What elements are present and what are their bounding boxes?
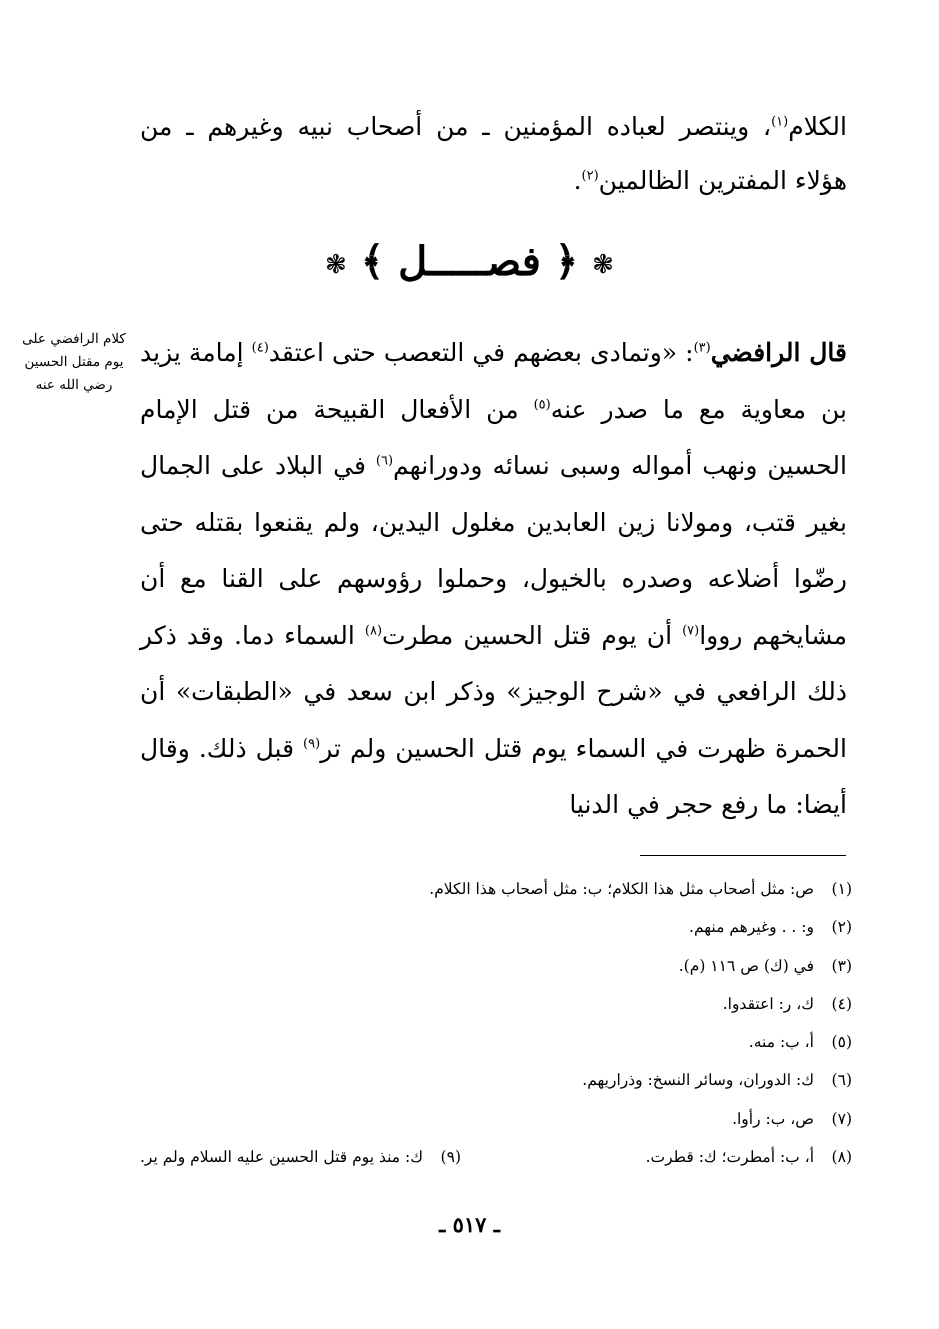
footnote	[140, 1100, 852, 1138]
footnote-number: (٥)	[831, 1033, 852, 1052]
footnote	[140, 1023, 852, 1061]
footnotes-list	[140, 870, 852, 1176]
footnote-inline	[140, 1138, 461, 1176]
footnote-text: أ، ب: أمطرت؛ ك: قطرت.	[645, 1148, 814, 1167]
footnote-ref-9[interactable]: (٩)	[303, 736, 321, 752]
footnote-text: و: . . وغيرهم منهم.	[689, 918, 814, 937]
heading-title: فصـــــل	[398, 238, 541, 285]
footnote-ref-5[interactable]: (٥)	[533, 397, 551, 413]
ornament-icon: ❃	[592, 250, 614, 280]
intro-text: ، وينتصر لعباده المؤمنين ـ من أصحاب نبيه وغيرهم ـ من هؤلاء المفترين الظالمين	[140, 112, 847, 195]
main-text: من الأفعال القبيحة من قتل الإمام الحسين ونهب أمواله وسبى نسائه ودورانهم	[140, 394, 847, 480]
footnote	[140, 1138, 852, 1176]
footnote-ref-1[interactable]: (١)	[771, 114, 789, 130]
intro-paragraph	[140, 100, 847, 208]
ornament-icon: ❃	[325, 250, 347, 280]
page-number: ـ ٥١٧ ـ	[439, 1212, 500, 1237]
intro-text: الكلام	[788, 112, 847, 141]
footnote-ref-6[interactable]: (٦)	[375, 453, 394, 469]
footnote-number: (٢)	[831, 918, 852, 937]
main-text: في البلاد على الجمال بغير قتب، ومولانا زين العابدين مغلول اليدين، ولم يقنعوا بقتله حتى رضّوا أضلاعه وصدره بالخيول، وحملوا رؤوسهم على القنا مع أن مشايخهم رووا	[140, 451, 847, 650]
footnote	[140, 870, 852, 908]
footnote-number: (٩)	[440, 1148, 461, 1167]
footnote-text: ص: مثل أصحاب مثل هذا الكلام؛ ب: مثل أصحاب هذا الكلام.	[429, 880, 814, 898]
footnote-ref-3[interactable]: (٣)	[693, 340, 711, 356]
footnote-number: (٦)	[831, 1071, 852, 1090]
main-paragraph	[140, 325, 847, 834]
heading-bracket: ﴾	[360, 238, 385, 285]
intro-text: .	[573, 166, 582, 195]
footnote-text: ك: منذ يوم قتل الحسين عليه السلام ولم ير.	[140, 1148, 423, 1167]
footnote-number: (٧)	[831, 1109, 852, 1128]
main-text: إمامة يزيد بن معاوية مع ما صدر عنه	[140, 338, 847, 424]
main-text: : «وتمادى بعضهم في التعصب حتى اعتقد	[268, 338, 694, 367]
footnote-ref-7[interactable]: (٧)	[682, 623, 700, 639]
footnote-number: (٨)	[831, 1148, 852, 1167]
footnote	[140, 1061, 852, 1099]
footnote	[140, 947, 852, 985]
footnote	[140, 985, 852, 1023]
footnote-text: ص، ب: رأوا.	[732, 1109, 814, 1128]
footnote-ref-8[interactable]: (٨)	[364, 623, 383, 639]
heading-bracket: ﴿	[554, 238, 579, 285]
margin-note: كلام الرافضي على يوم مقتل الحسين رضي الله عنه	[22, 331, 126, 393]
main-text: أن يوم قتل الحسين مطرت	[382, 620, 683, 650]
main-text: قبل ذلك. وقال أيضا: ما رفع حجر في الدنيا	[140, 733, 847, 819]
section-heading	[0, 238, 939, 285]
footnote-text: ك: الدوران، وسائر النسخ: وذراريهم.	[582, 1071, 814, 1090]
footnote-text: في (ك) ص ١١٦ (م).	[678, 956, 814, 975]
main-text: السماء دما. وقد ذكر ذلك الرافعي في «شرح الوجيز» وذكر ابن سعد في «الطبقات» أن الحمرة ظهرت في السماء يوم قتل الحسين ولم تر	[140, 620, 847, 763]
footnote	[140, 908, 852, 946]
footnote-number: (٤)	[831, 994, 852, 1013]
footnote-divider	[640, 855, 846, 856]
footnote-number: (١)	[831, 880, 852, 898]
footnote-number: (٣)	[831, 956, 852, 975]
footnote-ref-2[interactable]: (٢)	[581, 168, 599, 184]
footnote-ref-4[interactable]: (٤)	[251, 340, 269, 356]
footnote-text: أ، ب: منه.	[748, 1033, 814, 1052]
speaker-label: قال الرافضي	[710, 338, 847, 367]
footnote-text: ك، ر: اعتقدوا.	[722, 994, 814, 1013]
